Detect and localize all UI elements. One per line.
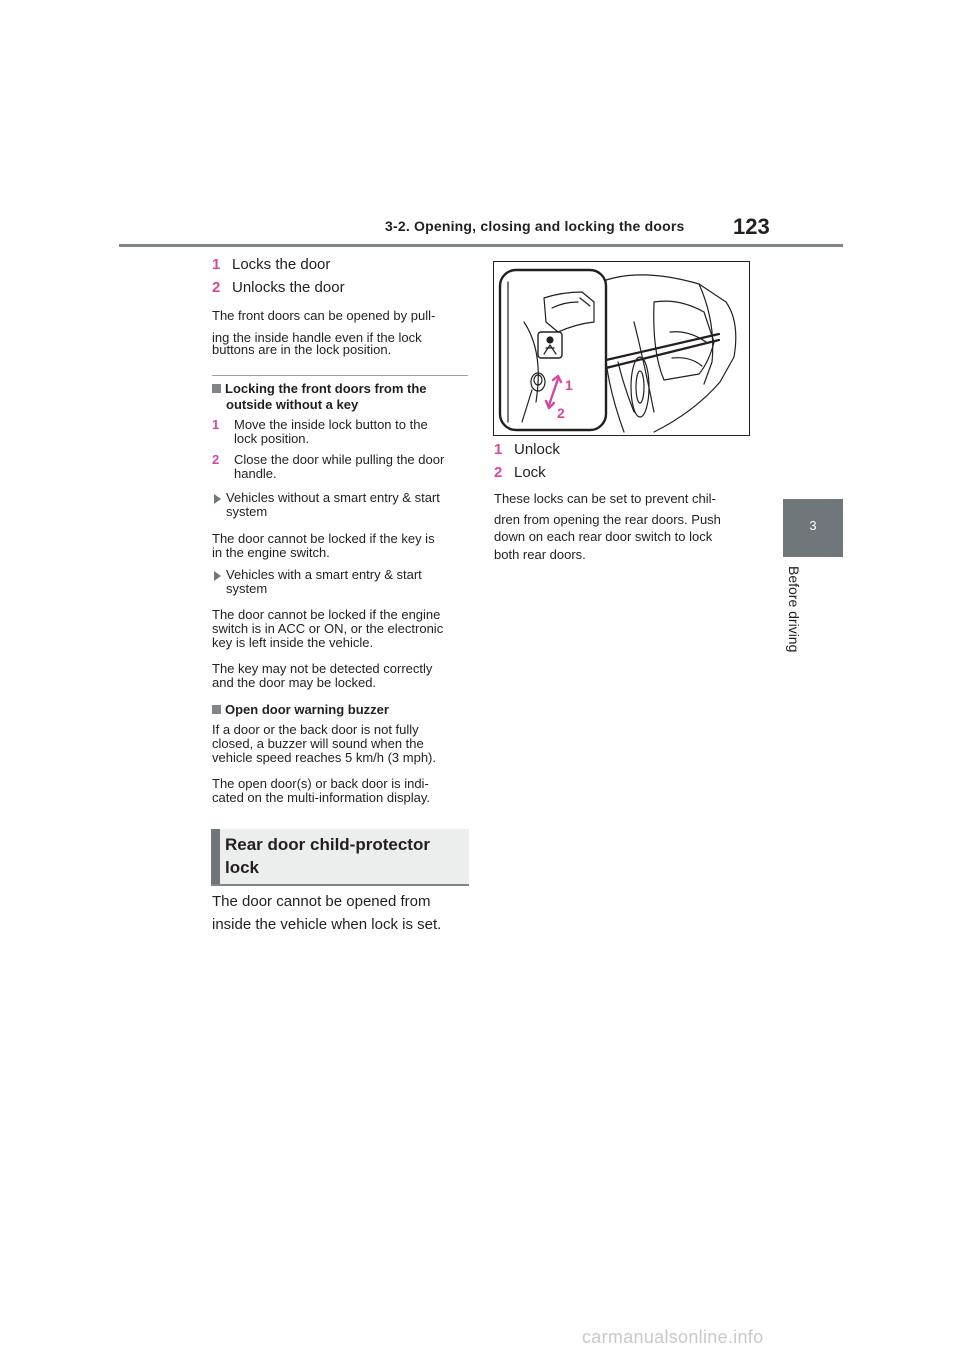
front-step-1	[212, 256, 330, 273]
front-step-2	[212, 279, 345, 296]
outside-step-2: 2 Close the door while pulling the door handle.	[212, 452, 445, 481]
step-number: 1	[212, 417, 220, 432]
step-number: 1	[212, 256, 221, 273]
triangle-bullet-icon	[214, 494, 221, 504]
chapter-label: Before driving	[786, 566, 802, 653]
buzzer-paragraph-2: The open door(s) or back door is indi- cated on the multi-information display.	[212, 776, 430, 805]
step-number: 2	[212, 279, 221, 296]
child-lock-note-line-4: both rear doors.	[494, 547, 586, 562]
outside-step-1: 1 Move the inside lock button to the lock position.	[212, 417, 428, 446]
watermark: carmanualsonline.info	[582, 1327, 764, 1347]
triangle-bullet-icon	[214, 571, 221, 581]
child-lock-note-line-2: dren from opening the rear doors. Push	[494, 512, 721, 527]
step-number: 2	[494, 464, 503, 481]
smart-entry-item: Vehicles with a smart entry & start system	[212, 568, 472, 598]
outside-lock-heading-line-2: outside without a key	[226, 397, 359, 412]
section-header-bar	[211, 829, 220, 885]
front-note-line-1: The front doors can be opened by pull-	[212, 308, 436, 323]
step-text: Unlocks the door	[232, 279, 345, 296]
rear-door-lock-diagram	[494, 262, 749, 435]
smart-entry-desc: The door cannot be locked if the engine switch is in ACC or ON, or the electronic key is left inside the vehicle.	[212, 607, 444, 650]
callout-label-1: 1	[565, 377, 573, 393]
child-lock-note-line-3: down on each rear door switch to lock	[494, 529, 713, 544]
square-bullet-icon	[212, 705, 221, 714]
header-rule	[119, 244, 843, 247]
step-number: 1	[494, 441, 503, 458]
child-lock-illustration	[493, 261, 750, 436]
step-text: Locks the door	[232, 256, 331, 273]
child-lock-note-line-1: These locks can be set to prevent chil-	[494, 491, 716, 506]
outside-lock-heading-line-1: Locking the front doors from the	[212, 382, 427, 396]
divider	[212, 375, 468, 376]
section-header-rule	[211, 884, 469, 886]
section-heading: Rear door child-protector lock	[225, 835, 430, 877]
no-smart-entry-item: Vehicles without a smart entry & start system	[212, 491, 472, 521]
buzzer-heading: Open door warning buzzer	[212, 703, 389, 717]
buzzer-paragraph-1: If a door or the back door is not fully closed, a buzzer will sound when the vehicle speed reaches 5 km/h (3 mph).	[212, 722, 436, 765]
no-smart-entry-desc: The door cannot be locked if the key is in the engine switch.	[212, 531, 435, 560]
chapter-label-wrap	[784, 566, 804, 666]
page-number: 123	[733, 214, 770, 239]
child-lock-step-2	[494, 464, 546, 481]
section-title: 3-2. Opening, closing and locking the doors	[385, 218, 685, 234]
front-note-line-3: buttons are in the lock position.	[212, 342, 392, 357]
step-number: 2	[212, 452, 220, 467]
chapter-number: 3	[809, 518, 817, 533]
front-note-line-2: ing the inside handle even if the lock	[212, 330, 422, 345]
square-bullet-icon	[212, 384, 221, 393]
step-text: Lock	[514, 464, 546, 481]
callout-label-2: 2	[557, 405, 565, 421]
step-text: Unlock	[514, 441, 560, 458]
child-lock-intro: The door cannot be opened from inside the vehicle when lock is set.	[212, 893, 442, 933]
smart-entry-note: The key may not be detected correctly and the door may be locked.	[212, 661, 433, 690]
child-lock-step-1	[494, 441, 560, 458]
